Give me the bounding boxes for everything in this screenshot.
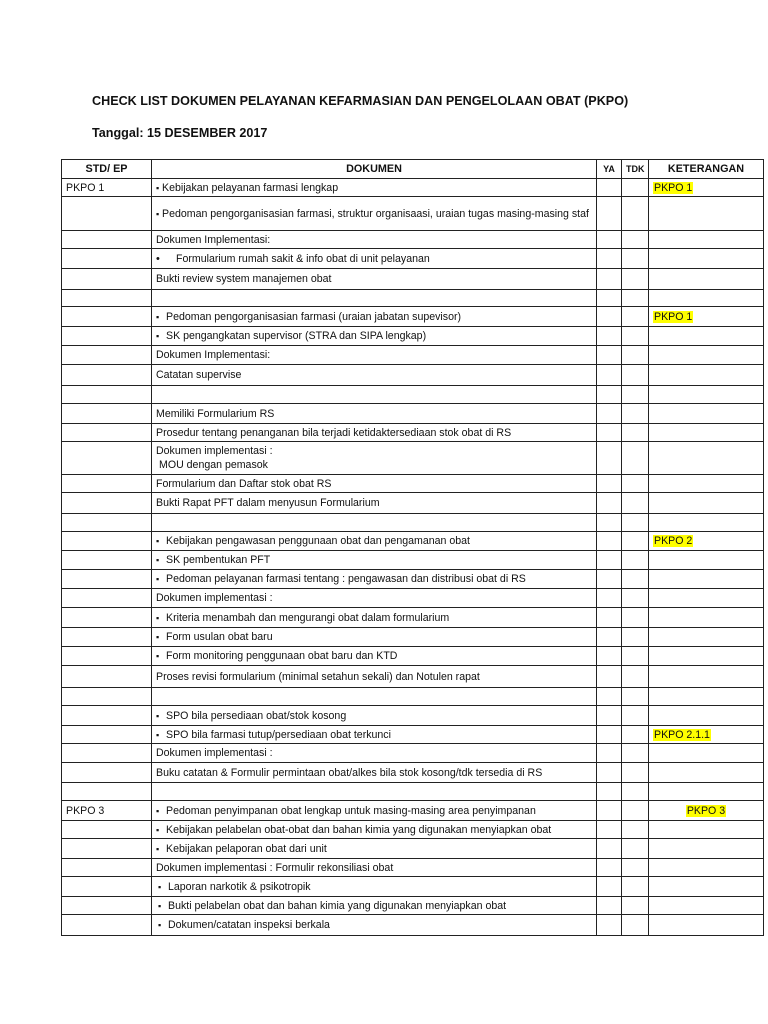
tdk-cell xyxy=(622,231,649,249)
dokumen-text: SPO bila farmasi tutup/persediaan obat terkunci xyxy=(166,728,391,741)
dokumen-cell xyxy=(152,666,597,688)
keterangan-cell xyxy=(649,706,764,726)
ya-cell xyxy=(597,608,622,628)
table-row xyxy=(62,365,764,386)
std-ep-cell: PKPO 1 xyxy=(62,179,152,197)
ya-cell xyxy=(597,726,622,744)
dokumen-cell xyxy=(152,442,597,475)
std-ep-cell xyxy=(62,647,152,666)
std-ep-cell xyxy=(62,493,152,514)
tdk-cell xyxy=(622,365,649,386)
keterangan-cell xyxy=(649,897,764,915)
ya-cell xyxy=(597,197,622,231)
std-ep-cell xyxy=(62,475,152,493)
keterangan-cell xyxy=(649,589,764,608)
table-row xyxy=(62,821,764,839)
tdk-cell xyxy=(622,647,649,666)
dokumen-text: Kebijakan pengawasan penggunaan obat dan pengamanan obat xyxy=(166,535,470,547)
dokumen-text: Catatan supervise xyxy=(156,369,242,381)
tdk-cell xyxy=(622,346,649,365)
std-ep-cell xyxy=(62,386,152,404)
ya-cell xyxy=(597,570,622,589)
std-ep-cell xyxy=(62,424,152,442)
keterangan-highlight: PKPO 3 xyxy=(686,804,726,817)
table-row xyxy=(62,493,764,514)
std-ep-cell xyxy=(62,307,152,327)
dokumen-text: Bukti pelabelan obat dan bahan kimia yang digunakan menyiapkan obat xyxy=(168,899,507,912)
table-row xyxy=(62,514,764,532)
ya-cell xyxy=(597,179,622,197)
std-ep-cell xyxy=(62,269,152,290)
tdk-cell xyxy=(622,269,649,290)
keterangan-cell xyxy=(649,493,764,514)
std-ep-cell xyxy=(62,197,152,231)
std-ep-cell xyxy=(62,839,152,859)
table-row xyxy=(62,570,764,589)
dokumen-cell xyxy=(152,231,597,249)
ya-cell xyxy=(597,442,622,475)
dokumen-text: SPO bila persediaan obat/stok kosong xyxy=(166,709,347,722)
tdk-cell xyxy=(622,608,649,628)
table-row xyxy=(62,307,764,327)
std-ep-cell xyxy=(62,290,152,307)
column-header-keterangan: KETERANGAN xyxy=(649,160,764,179)
ya-cell xyxy=(597,269,622,290)
std-ep-cell: PKPO 3 xyxy=(62,801,152,821)
bullet-square-icon: ▪ xyxy=(156,729,160,740)
tdk-cell xyxy=(622,514,649,532)
table-row xyxy=(62,897,764,915)
table-row xyxy=(62,801,764,821)
bullet-square-icon: ▪ xyxy=(156,710,160,721)
table-row xyxy=(62,197,764,231)
dokumen-cell xyxy=(152,706,597,726)
ya-cell xyxy=(597,231,622,249)
dokumen-cell xyxy=(152,726,597,744)
dokumen-cell xyxy=(152,249,597,269)
column-header-std-ep: STD/ EP xyxy=(62,160,152,179)
keterangan-cell xyxy=(649,783,764,801)
tdk-cell xyxy=(622,307,649,327)
ya-cell xyxy=(597,706,622,726)
bullet-square-icon: ▪ xyxy=(156,208,160,219)
dokumen-cell xyxy=(152,493,597,514)
tdk-cell xyxy=(622,688,649,706)
tdk-cell xyxy=(622,839,649,859)
dokumen-text: Dokumen implementasi : xyxy=(156,592,273,604)
tdk-cell xyxy=(622,859,649,877)
keterangan-cell xyxy=(649,744,764,763)
ya-cell xyxy=(597,839,622,859)
ya-cell xyxy=(597,404,622,424)
bullet-square-icon: ▪ xyxy=(156,651,160,661)
table-row xyxy=(62,424,764,442)
document-title: CHECK LIST DOKUMEN PELAYANAN KEFARMASIAN DAN PENGELOLAAN OBAT (PKPO) xyxy=(92,94,629,108)
dokumen-cell xyxy=(152,897,597,915)
keterangan-cell xyxy=(649,839,764,859)
ya-cell xyxy=(597,628,622,647)
dokumen-text: Formularium rumah sakit & info obat di unit pelayanan xyxy=(176,252,430,265)
dokumen-cell xyxy=(152,346,597,365)
dokumen-text: Pedoman penyimpanan obat lengkap untuk masing-masing area penyimpanan xyxy=(166,804,536,817)
bullet-square-icon: ▪ xyxy=(156,555,160,565)
dokumen-cell xyxy=(152,197,597,231)
ya-cell xyxy=(597,589,622,608)
tdk-cell xyxy=(622,551,649,570)
checklist-table xyxy=(61,159,764,936)
table-row xyxy=(62,386,764,404)
bullet-square-icon: ▪ xyxy=(156,311,160,322)
dokumen-cell xyxy=(152,365,597,386)
ya-cell xyxy=(597,307,622,327)
table-row xyxy=(62,551,764,570)
keterangan-highlight: PKPO 1 xyxy=(654,181,693,194)
tdk-cell xyxy=(622,197,649,231)
keterangan-cell xyxy=(649,346,764,365)
tdk-cell xyxy=(622,532,649,551)
bullet-square-icon: ▪ xyxy=(156,331,160,341)
tdk-cell xyxy=(622,290,649,307)
bullet-square-icon: ▪ xyxy=(156,843,160,854)
bullet-square-icon: ▪ xyxy=(156,805,160,816)
ya-cell xyxy=(597,744,622,763)
bullet-square-icon: ▪ xyxy=(156,536,160,546)
ya-cell xyxy=(597,532,622,551)
ya-cell xyxy=(597,859,622,877)
std-ep-cell xyxy=(62,514,152,532)
tdk-cell xyxy=(622,589,649,608)
table-row xyxy=(62,839,764,859)
column-header-ya: YA xyxy=(597,160,622,179)
dokumen-text: Dokumen Implementasi: xyxy=(156,233,271,246)
dokumen-cell xyxy=(152,532,597,551)
table-row xyxy=(62,608,764,628)
table-row xyxy=(62,179,764,197)
dokumen-cell xyxy=(152,386,597,404)
ya-cell xyxy=(597,290,622,307)
tdk-cell xyxy=(622,249,649,269)
tdk-cell xyxy=(622,424,649,442)
dokumen-text: Bukti review system manajemen obat xyxy=(156,273,332,285)
dokumen-cell xyxy=(152,859,597,877)
table-row xyxy=(62,763,764,783)
bullet-square-icon: ▪ xyxy=(156,632,160,642)
dokumen-text: Form monitoring penggunaan obat baru dan KTD xyxy=(166,650,398,662)
dokumen-cell xyxy=(152,877,597,897)
keterangan-cell xyxy=(649,365,764,386)
tdk-cell xyxy=(622,877,649,897)
dokumen-cell xyxy=(152,551,597,570)
tdk-cell xyxy=(622,386,649,404)
dokumen-text: Kebijakan pelayanan farmasi lengkap xyxy=(162,181,339,194)
std-ep-cell xyxy=(62,346,152,365)
dokumen-text: Dokumen/catatan inspeksi berkala xyxy=(168,919,330,931)
dokumen-text: Prosedur tentang penanganan bila terjadi ketidaktersediaan stok obat di RS xyxy=(156,426,512,439)
std-ep-cell xyxy=(62,726,152,744)
dokumen-text: Proses revisi formularium (minimal setahun sekali) dan Notulen rapat xyxy=(156,670,480,683)
checklist-table-body xyxy=(62,179,764,936)
table-row xyxy=(62,290,764,307)
dokumen-cell xyxy=(152,307,597,327)
tdk-cell xyxy=(622,726,649,744)
dokumen-cell xyxy=(152,763,597,783)
tdk-cell xyxy=(622,493,649,514)
tdk-cell xyxy=(622,442,649,475)
bullet-square-icon: ▪ xyxy=(158,900,162,911)
keterangan-highlight: PKPO 2.1.1 xyxy=(654,728,710,741)
table-row xyxy=(62,706,764,726)
table-row xyxy=(62,744,764,763)
table-row xyxy=(62,346,764,365)
ya-cell xyxy=(597,327,622,346)
dokumen-text: SK pembentukan PFT xyxy=(166,554,271,566)
dokumen-text: Form usulan obat baru xyxy=(166,631,273,643)
bullet-square-icon: ▪ xyxy=(158,920,162,930)
table-row xyxy=(62,647,764,666)
table-row xyxy=(62,589,764,608)
std-ep-cell xyxy=(62,666,152,688)
dokumen-cell xyxy=(152,628,597,647)
dokumen-cell xyxy=(152,475,597,493)
dokumen-text: Buku catatan & Formulir permintaan obat/alkes bila stok kosong/tdk tersedia di RS xyxy=(156,766,543,779)
std-ep-cell xyxy=(62,551,152,570)
std-ep-cell xyxy=(62,249,152,269)
keterangan-cell xyxy=(649,666,764,688)
tdk-cell xyxy=(622,666,649,688)
keterangan-cell xyxy=(649,327,764,346)
std-ep-cell xyxy=(62,915,152,936)
keterangan-cell xyxy=(649,532,764,551)
dokumen-text: Pedoman pengorganisasian farmasi (uraian jabatan supevisor) xyxy=(166,310,462,323)
ya-cell xyxy=(597,514,622,532)
tdk-cell xyxy=(622,744,649,763)
column-header-dokumen: DOKUMEN xyxy=(152,160,597,179)
ya-cell xyxy=(597,897,622,915)
dokumen-text: Pedoman pelayanan farmasi tentang : pengawasan dan distribusi obat di RS xyxy=(166,573,526,585)
dokumen-cell xyxy=(152,608,597,628)
dokumen-text: Bukti Rapat PFT dalam menyusun Formularium xyxy=(156,497,380,509)
std-ep-cell xyxy=(62,532,152,551)
ya-cell xyxy=(597,386,622,404)
keterangan-cell xyxy=(649,197,764,231)
ya-cell xyxy=(597,915,622,936)
bullet-dot-icon: • xyxy=(156,252,160,265)
keterangan-highlight: PKPO 1 xyxy=(654,310,693,323)
ya-cell xyxy=(597,647,622,666)
keterangan-cell xyxy=(649,386,764,404)
keterangan-cell xyxy=(649,688,764,706)
table-row xyxy=(62,783,764,801)
std-ep-cell xyxy=(62,897,152,915)
ya-cell xyxy=(597,783,622,801)
ya-cell xyxy=(597,688,622,706)
keterangan-cell xyxy=(649,647,764,666)
dokumen-cell xyxy=(152,647,597,666)
dokumen-cell xyxy=(152,179,597,197)
dokumen-text: Laporan narkotik & psikotropik xyxy=(168,880,311,893)
std-ep-cell xyxy=(62,404,152,424)
std-ep-cell xyxy=(62,365,152,386)
bullet-square-icon: ▪ xyxy=(156,574,160,584)
bullet-square-icon: ▪ xyxy=(156,612,160,623)
tdk-cell xyxy=(622,783,649,801)
tdk-cell xyxy=(622,475,649,493)
dokumen-cell xyxy=(152,327,597,346)
table-row xyxy=(62,726,764,744)
dokumen-text: Dokumen implementasi : xyxy=(156,747,273,759)
keterangan-cell xyxy=(649,307,764,327)
std-ep-cell xyxy=(62,877,152,897)
ya-cell xyxy=(597,424,622,442)
dokumen-cell xyxy=(152,514,597,532)
ya-cell xyxy=(597,763,622,783)
keterangan-cell xyxy=(649,231,764,249)
dokumen-text: Dokumen implementasi : Formulir rekonsiliasi obat xyxy=(156,861,394,874)
ya-cell xyxy=(597,801,622,821)
keterangan-cell xyxy=(649,442,764,475)
dokumen-cell xyxy=(152,404,597,424)
table-row xyxy=(62,628,764,647)
std-ep-cell xyxy=(62,608,152,628)
bullet-square-icon: ▪ xyxy=(156,182,160,193)
table-row xyxy=(62,249,764,269)
table-row xyxy=(62,442,764,475)
std-ep-cell xyxy=(62,821,152,839)
ya-cell xyxy=(597,666,622,688)
table-row xyxy=(62,532,764,551)
keterangan-highlight: PKPO 2 xyxy=(654,535,693,547)
std-ep-cell xyxy=(62,231,152,249)
dokumen-cell xyxy=(152,424,597,442)
tdk-cell xyxy=(622,706,649,726)
tdk-cell xyxy=(622,763,649,783)
std-ep-cell xyxy=(62,859,152,877)
table-row xyxy=(62,231,764,249)
keterangan-cell xyxy=(649,404,764,424)
table-row xyxy=(62,877,764,897)
keterangan-cell xyxy=(649,628,764,647)
table-row xyxy=(62,404,764,424)
std-ep-cell xyxy=(62,442,152,475)
tdk-cell xyxy=(622,801,649,821)
ya-cell xyxy=(597,821,622,839)
tdk-cell xyxy=(622,628,649,647)
tdk-cell xyxy=(622,821,649,839)
dokumen-text-line2: MOU dengan pemasok xyxy=(159,459,268,471)
keterangan-cell xyxy=(649,763,764,783)
keterangan-cell xyxy=(649,179,764,197)
table-row xyxy=(62,859,764,877)
keterangan-cell xyxy=(649,608,764,628)
std-ep-cell xyxy=(62,570,152,589)
table-row xyxy=(62,688,764,706)
keterangan-cell xyxy=(649,551,764,570)
std-ep-cell xyxy=(62,744,152,763)
keterangan-cell xyxy=(649,726,764,744)
std-ep-cell xyxy=(62,783,152,801)
keterangan-cell xyxy=(649,915,764,936)
dokumen-cell xyxy=(152,839,597,859)
dokumen-cell xyxy=(152,589,597,608)
dokumen-cell xyxy=(152,783,597,801)
std-ep-cell xyxy=(62,327,152,346)
table-row xyxy=(62,327,764,346)
bullet-square-icon: ▪ xyxy=(156,824,160,835)
keterangan-cell xyxy=(649,514,764,532)
dokumen-text: Pedoman pengorganisasian farmasi, struktur organisaasi, uraian tugas masing-masing staf xyxy=(162,207,589,220)
bullet-square-icon: ▪ xyxy=(158,881,162,892)
table-row xyxy=(62,475,764,493)
keterangan-cell xyxy=(649,570,764,589)
ya-cell xyxy=(597,249,622,269)
tdk-cell xyxy=(622,897,649,915)
keterangan-cell xyxy=(649,424,764,442)
document-date: Tanggal: 15 DESEMBER 2017 xyxy=(92,126,268,140)
table-row xyxy=(62,269,764,290)
ya-cell xyxy=(597,475,622,493)
ya-cell xyxy=(597,365,622,386)
std-ep-cell xyxy=(62,628,152,647)
dokumen-text: Formularium dan Daftar stok obat RS xyxy=(156,477,332,490)
dokumen-cell xyxy=(152,570,597,589)
table-row xyxy=(62,915,764,936)
dokumen-cell xyxy=(152,744,597,763)
keterangan-cell xyxy=(649,859,764,877)
dokumen-cell xyxy=(152,269,597,290)
tdk-cell xyxy=(622,179,649,197)
dokumen-text: Kebijakan pelaporan obat dari unit xyxy=(166,842,327,855)
ya-cell xyxy=(597,346,622,365)
tdk-cell xyxy=(622,327,649,346)
ya-cell xyxy=(597,551,622,570)
table-header-row xyxy=(62,160,764,179)
dokumen-cell xyxy=(152,915,597,936)
keterangan-cell xyxy=(649,269,764,290)
std-ep-cell xyxy=(62,589,152,608)
ya-cell xyxy=(597,493,622,514)
table-row xyxy=(62,666,764,688)
dokumen-text: Dokumen Implementasi: xyxy=(156,349,271,361)
tdk-cell xyxy=(622,570,649,589)
keterangan-cell xyxy=(649,249,764,269)
keterangan-cell xyxy=(649,475,764,493)
tdk-cell xyxy=(622,915,649,936)
dokumen-cell xyxy=(152,290,597,307)
dokumen-text: Kriteria menambah dan mengurangi obat dalam formularium xyxy=(166,611,450,624)
keterangan-cell xyxy=(649,801,764,821)
dokumen-text: SK pengangkatan supervisor (STRA dan SIPA lengkap) xyxy=(166,330,427,342)
column-header-tdk: TDK xyxy=(622,160,649,179)
dokumen-text: Memiliki Formularium RS xyxy=(156,407,275,420)
keterangan-cell xyxy=(649,821,764,839)
tdk-cell xyxy=(622,404,649,424)
std-ep-cell xyxy=(62,706,152,726)
std-ep-cell xyxy=(62,688,152,706)
dokumen-text: Dokumen implementasi : xyxy=(156,445,273,457)
keterangan-cell xyxy=(649,290,764,307)
ya-cell xyxy=(597,877,622,897)
dokumen-cell xyxy=(152,801,597,821)
dokumen-cell xyxy=(152,821,597,839)
keterangan-cell xyxy=(649,877,764,897)
dokumen-cell xyxy=(152,688,597,706)
std-ep-cell xyxy=(62,763,152,783)
dokumen-text: Kebijakan pelabelan obat-obat dan bahan kimia yang digunakan menyiapkan obat xyxy=(166,823,552,836)
